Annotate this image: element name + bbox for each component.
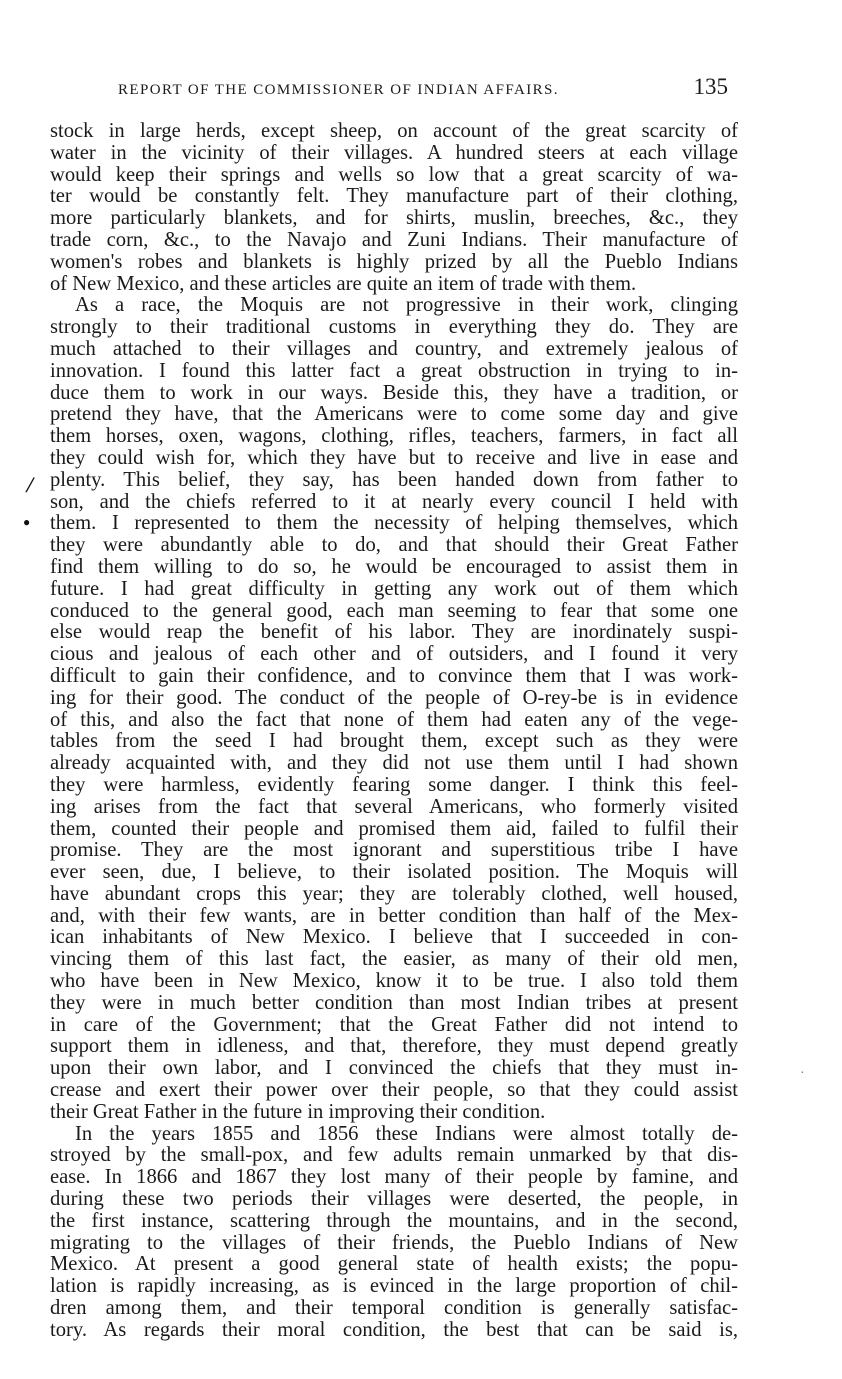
- text-line: trade corn, &c., to the Navajo and Zuni Indians. Their manufacture of: [50, 228, 738, 251]
- text-line: ing for their good. The conduct of the people of O-rey-be is in evidence: [50, 686, 738, 709]
- text-line: ing arises from the fact that several Americans, who formerly visited: [50, 795, 738, 818]
- text-line: lation is rapidly increasing, as is evinced in the large proportion of chil-: [50, 1275, 738, 1298]
- page-number: 135: [693, 74, 728, 99]
- text-line: they were harmless, evidently fearing some danger. I think this feel-: [50, 773, 738, 796]
- text-line: duce them to work in our ways. Beside this, they have a tradition, or: [50, 381, 738, 404]
- text-line: innovation. I found this latter fact a great obstruction in trying to in-: [50, 359, 738, 382]
- text-line: vincing them of this last fact, the easier, as many of their old men,: [50, 948, 738, 971]
- text-line: pretend they have, that the Americans were to come some day and give: [50, 403, 738, 426]
- text-line: conduced to the general good, each man seeming to fear that some one: [50, 599, 738, 622]
- text-line: them. I represented to them the necessity of helping themselves, which: [50, 512, 738, 535]
- text-line: they were in much better condition than most Indian tribes at present: [50, 991, 738, 1014]
- text-line: would keep their springs and wells so low that a great scarcity of wa-: [50, 163, 738, 186]
- text-line: during these two periods their villages were deserted, the people, in: [50, 1188, 738, 1211]
- body-text: [50, 121, 738, 1342]
- text-line: have abundant crops this year; they are tolerably clothed, well housed,: [50, 882, 738, 905]
- text-line: much attached to their villages and country, and extremely jealous of: [50, 337, 738, 360]
- text-line: future. I had great difficulty in getting any work out of them which: [50, 577, 738, 600]
- text-line: water in the vicinity of their villages. A hundred steers at each village: [50, 141, 738, 164]
- text-line: the first instance, scattering through the mountains, and in the second,: [50, 1209, 738, 1232]
- text-line: they could wish for, which they have but to receive and live in ease and: [50, 446, 738, 469]
- paragraph-continuation: [50, 121, 738, 295]
- text-line: crease and exert their power over their people, so that they could assist: [50, 1079, 738, 1102]
- text-line: stroyed by the small-pox, and few adults remain unmarked by that dis-: [50, 1144, 738, 1167]
- text-line: cious and jealous of each other and of outsiders, and I found it very: [50, 643, 738, 666]
- text-line: difficult to gain their confidence, and to convince them that I was work-: [50, 664, 738, 687]
- text-line: migrating to the villages of their friends, the Pueblo Indians of New: [50, 1231, 738, 1254]
- text-line: strongly to their traditional customs in everything they do. They are: [50, 316, 738, 339]
- text-line: ease. In 1866 and 1867 they lost many of their people by famine, and: [50, 1166, 738, 1189]
- text-line: them, counted their people and promised them aid, failed to fulfil their: [50, 817, 738, 840]
- text-line: in care of the Government; that the Great Father did not intend to: [50, 1013, 738, 1036]
- text-line: of this, and also the fact that none of them had eaten any of the vege-: [50, 708, 738, 731]
- margin-ink-dot: ●: [23, 515, 31, 529]
- text-line: Mexico. At present a good general state of health exists; the popu-: [50, 1253, 738, 1276]
- text-line: support them in idleness, and that, therefore, they must depend greatly: [50, 1035, 738, 1058]
- text-line: already acquainted with, and they did not use them until I had shown: [50, 752, 738, 775]
- text-line: As a race, the Moquis are not progressive in their work, clinging: [75, 294, 738, 317]
- text-line: they were abundantly able to do, and that should their Great Father: [50, 534, 738, 557]
- text-line: ever seen, due, I believe, to their isolated position. The Moquis will: [50, 861, 738, 884]
- text-line: stock in large herds, except sheep, on account of the great scarcity of: [50, 120, 738, 142]
- text-line: find them willing to do so, he would be encouraged to assist them in: [50, 555, 738, 578]
- text-line: plenty. This belief, they say, has been handed down from father to: [50, 468, 738, 491]
- margin-speck: ·: [800, 1066, 805, 1081]
- text-line: In the years 1855 and 1856 these Indians were almost totally de-: [75, 1122, 738, 1145]
- paragraph-health: [50, 1124, 738, 1342]
- text-line: ter would be constantly felt. They manufacture part of their clothing,: [50, 185, 738, 208]
- text-line: tables from the seed I had brought them, except such as they were: [50, 730, 738, 753]
- text-line: dren among them, and their temporal condition is generally satisfac-: [50, 1297, 738, 1320]
- text-line: ican inhabitants of New Mexico. I believe that I succeeded in con-: [50, 926, 738, 949]
- running-title: REPORT OF THE COMMISSIONER OF INDIAN AFFAIRS.: [118, 82, 559, 98]
- text-line: and, with their few wants, are in better condition than half of the Mex-: [50, 904, 738, 927]
- text-line: who have been in New Mexico, know it to be true. I also told them: [50, 970, 738, 993]
- text-line: them horses, oxen, wagons, clothing, rifles, teachers, farmers, in fact all: [50, 425, 738, 448]
- paragraph-moquis-character: [50, 295, 738, 1123]
- text-line: women's robes and blankets is highly prized by all the Pueblo Indians: [50, 250, 738, 273]
- text-line: tory. As regards their moral condition, the best that can be said is,: [50, 1318, 738, 1341]
- running-head: [112, 74, 732, 104]
- text-line: their Great Father in the future in improving their condition.: [50, 1100, 546, 1123]
- margin-pencil-mark: /: [24, 472, 36, 497]
- text-line: upon their own labor, and I convinced the chiefs that they must in-: [50, 1057, 738, 1080]
- text-line: more particularly blankets, and for shirts, muslin, breeches, &c., they: [50, 207, 738, 230]
- text-line: else would reap the benefit of his labor. They are inordinately suspi-: [50, 621, 738, 644]
- text-line: son, and the chiefs referred to it at nearly every council I held with: [50, 490, 738, 513]
- text-line: of New Mexico, and these articles are quite an item of trade with them.: [50, 272, 637, 295]
- text-line: promise. They are the most ignorant and superstitious tribe I have: [50, 839, 738, 862]
